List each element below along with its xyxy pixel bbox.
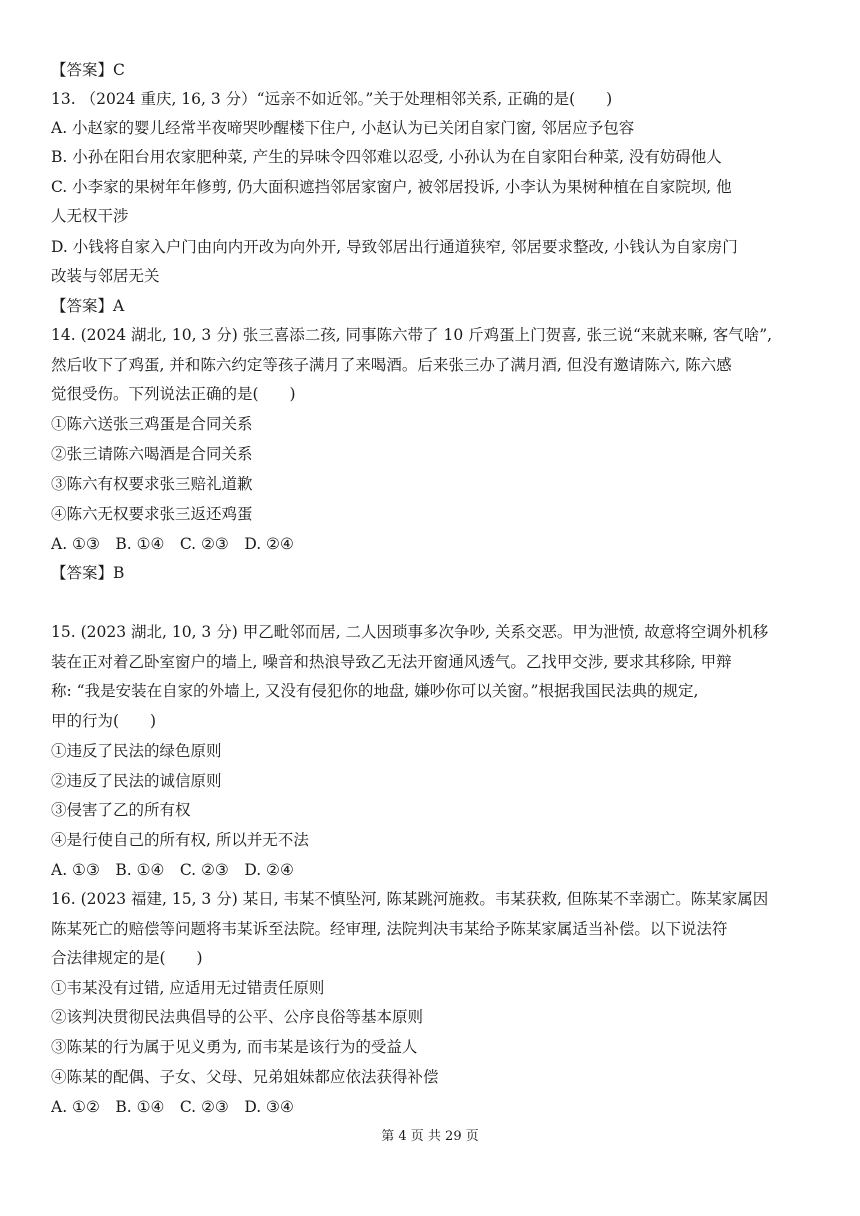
q16-stem-line-2: 陈某死亡的赔偿等问题将韦某诉至法院。经审理, 法院判决韦某给予陈某家属适当补偿。以下说法符 xyxy=(51,920,728,938)
q13-option-a: A. 小赵家的婴儿经常半夜啼哭吵醒楼下住户, 小赵认为已关闭自家门窗, 邻居应予包容 xyxy=(51,119,635,137)
q16-item-2: ②该判决贯彻民法典倡导的公平、公序良俗等基本原则 xyxy=(51,1008,424,1026)
q15-item-1: ①违反了民法的绿色原则 xyxy=(51,742,222,760)
page-footer: 第 4 页 共 29 页 xyxy=(381,1129,479,1144)
q16-choices: A. ①② B. ①④ C. ②③ D. ③④ xyxy=(51,1098,294,1116)
q14-stem-line-2: 然后收下了鸡蛋, 并和陈六约定等孩子满月了来喝酒。后来张三办了满月酒, 但没有邀请陈六, 陈六感 xyxy=(51,356,732,374)
q15-stem-line-3: 称: “我是安装在自家的外墙上, 又没有侵犯你的地盘, 嫌吵你可以关窗。”根据我国民法典的规定, xyxy=(51,682,699,700)
q15-item-4: ④是行使自己的所有权, 所以并无不法 xyxy=(51,831,309,849)
q14-answer: 【答案】B xyxy=(51,564,125,582)
q15-stem-line-2: 装在正对着乙卧室窗户的墙上, 噪音和热浪导致乙无法开窗通风透气。乙找甲交涉, 要求其移除, 甲辩 xyxy=(51,653,732,671)
q15-stem-line-1: 15. (2023 湖北, 10, 3 分) 甲乙毗邻而居, 二人因琐事多次争吵, 关系交恶。甲为泄愤, 故意将空调外机移 xyxy=(51,623,769,641)
q15-stem-line-4: 甲的行为( ) xyxy=(51,712,157,730)
q16-stem-line-1: 16. (2023 福建, 15, 3 分) 某日, 韦某不慎坠河, 陈某跳河施救。韦某获救, 但陈某不幸溺亡。陈某家属因 xyxy=(51,890,769,908)
q16-item-4: ④陈某的配偶、子女、父母、兄弟姐妹都应依法获得补偿 xyxy=(51,1068,439,1086)
q12-answer: 【答案】C xyxy=(51,61,125,79)
q15-choices: A. ①③ B. ①④ C. ②③ D. ②④ xyxy=(51,861,294,879)
q13-stem: 13. （2024 重庆, 16, 3 分）“远亲不如近邻。”关于处理相邻关系, 正确的是( ) xyxy=(51,90,613,108)
q14-stem-line-3: 觉很受伤。下列说法正确的是( ) xyxy=(51,385,296,403)
q14-item-2: ②张三请陈六喝酒是合同关系 xyxy=(51,445,253,463)
q16-stem-line-3: 合法律规定的是( ) xyxy=(51,949,203,967)
q13-option-c-cont: 人无权干涉 xyxy=(51,207,129,225)
q14-item-4: ④陈六无权要求张三返还鸡蛋 xyxy=(51,505,253,523)
q13-option-d: D. 小钱将自家入户门由向内开改为向外开, 导致邻居出行通道狭窄, 邻居要求整改, 小钱认为自家房门 xyxy=(51,238,738,256)
q14-choices: A. ①③ B. ①④ C. ②③ D. ②④ xyxy=(51,535,294,553)
q13-option-b: B. 小孙在阳台用农家肥种菜, 产生的异味令四邻难以忍受, 小孙认为在自家阳台种菜, 没有妨碍他人 xyxy=(51,148,722,166)
q14-item-3: ③陈六有权要求张三赔礼道歉 xyxy=(51,475,253,493)
q16-item-3: ③陈某的行为属于见义勇为, 而韦某是该行为的受益人 xyxy=(51,1038,418,1056)
q15-item-3: ③侵害了乙的所有权 xyxy=(51,801,191,819)
q14-stem-line-1: 14. (2024 湖北, 10, 3 分) 张三喜添二孩, 同事陈六带了 10 斤鸡蛋上门贺喜, 张三说“来就来嘛, 客气啥”, xyxy=(51,326,773,344)
q16-item-1: ①韦某没有过错, 应适用无过错责任原则 xyxy=(51,979,325,997)
q15-item-2: ②违反了民法的诚信原则 xyxy=(51,772,222,790)
q13-option-d-cont: 改装与邻居无关 xyxy=(51,267,160,285)
q13-option-c: C. 小李家的果树年年修剪, 仍大面积遮挡邻居家窗户, 被邻居投诉, 小李认为果树种植在自家院坝, 他 xyxy=(51,178,732,196)
q14-item-1: ①陈六送张三鸡蛋是合同关系 xyxy=(51,415,253,433)
q13-answer: 【答案】A xyxy=(51,297,125,315)
